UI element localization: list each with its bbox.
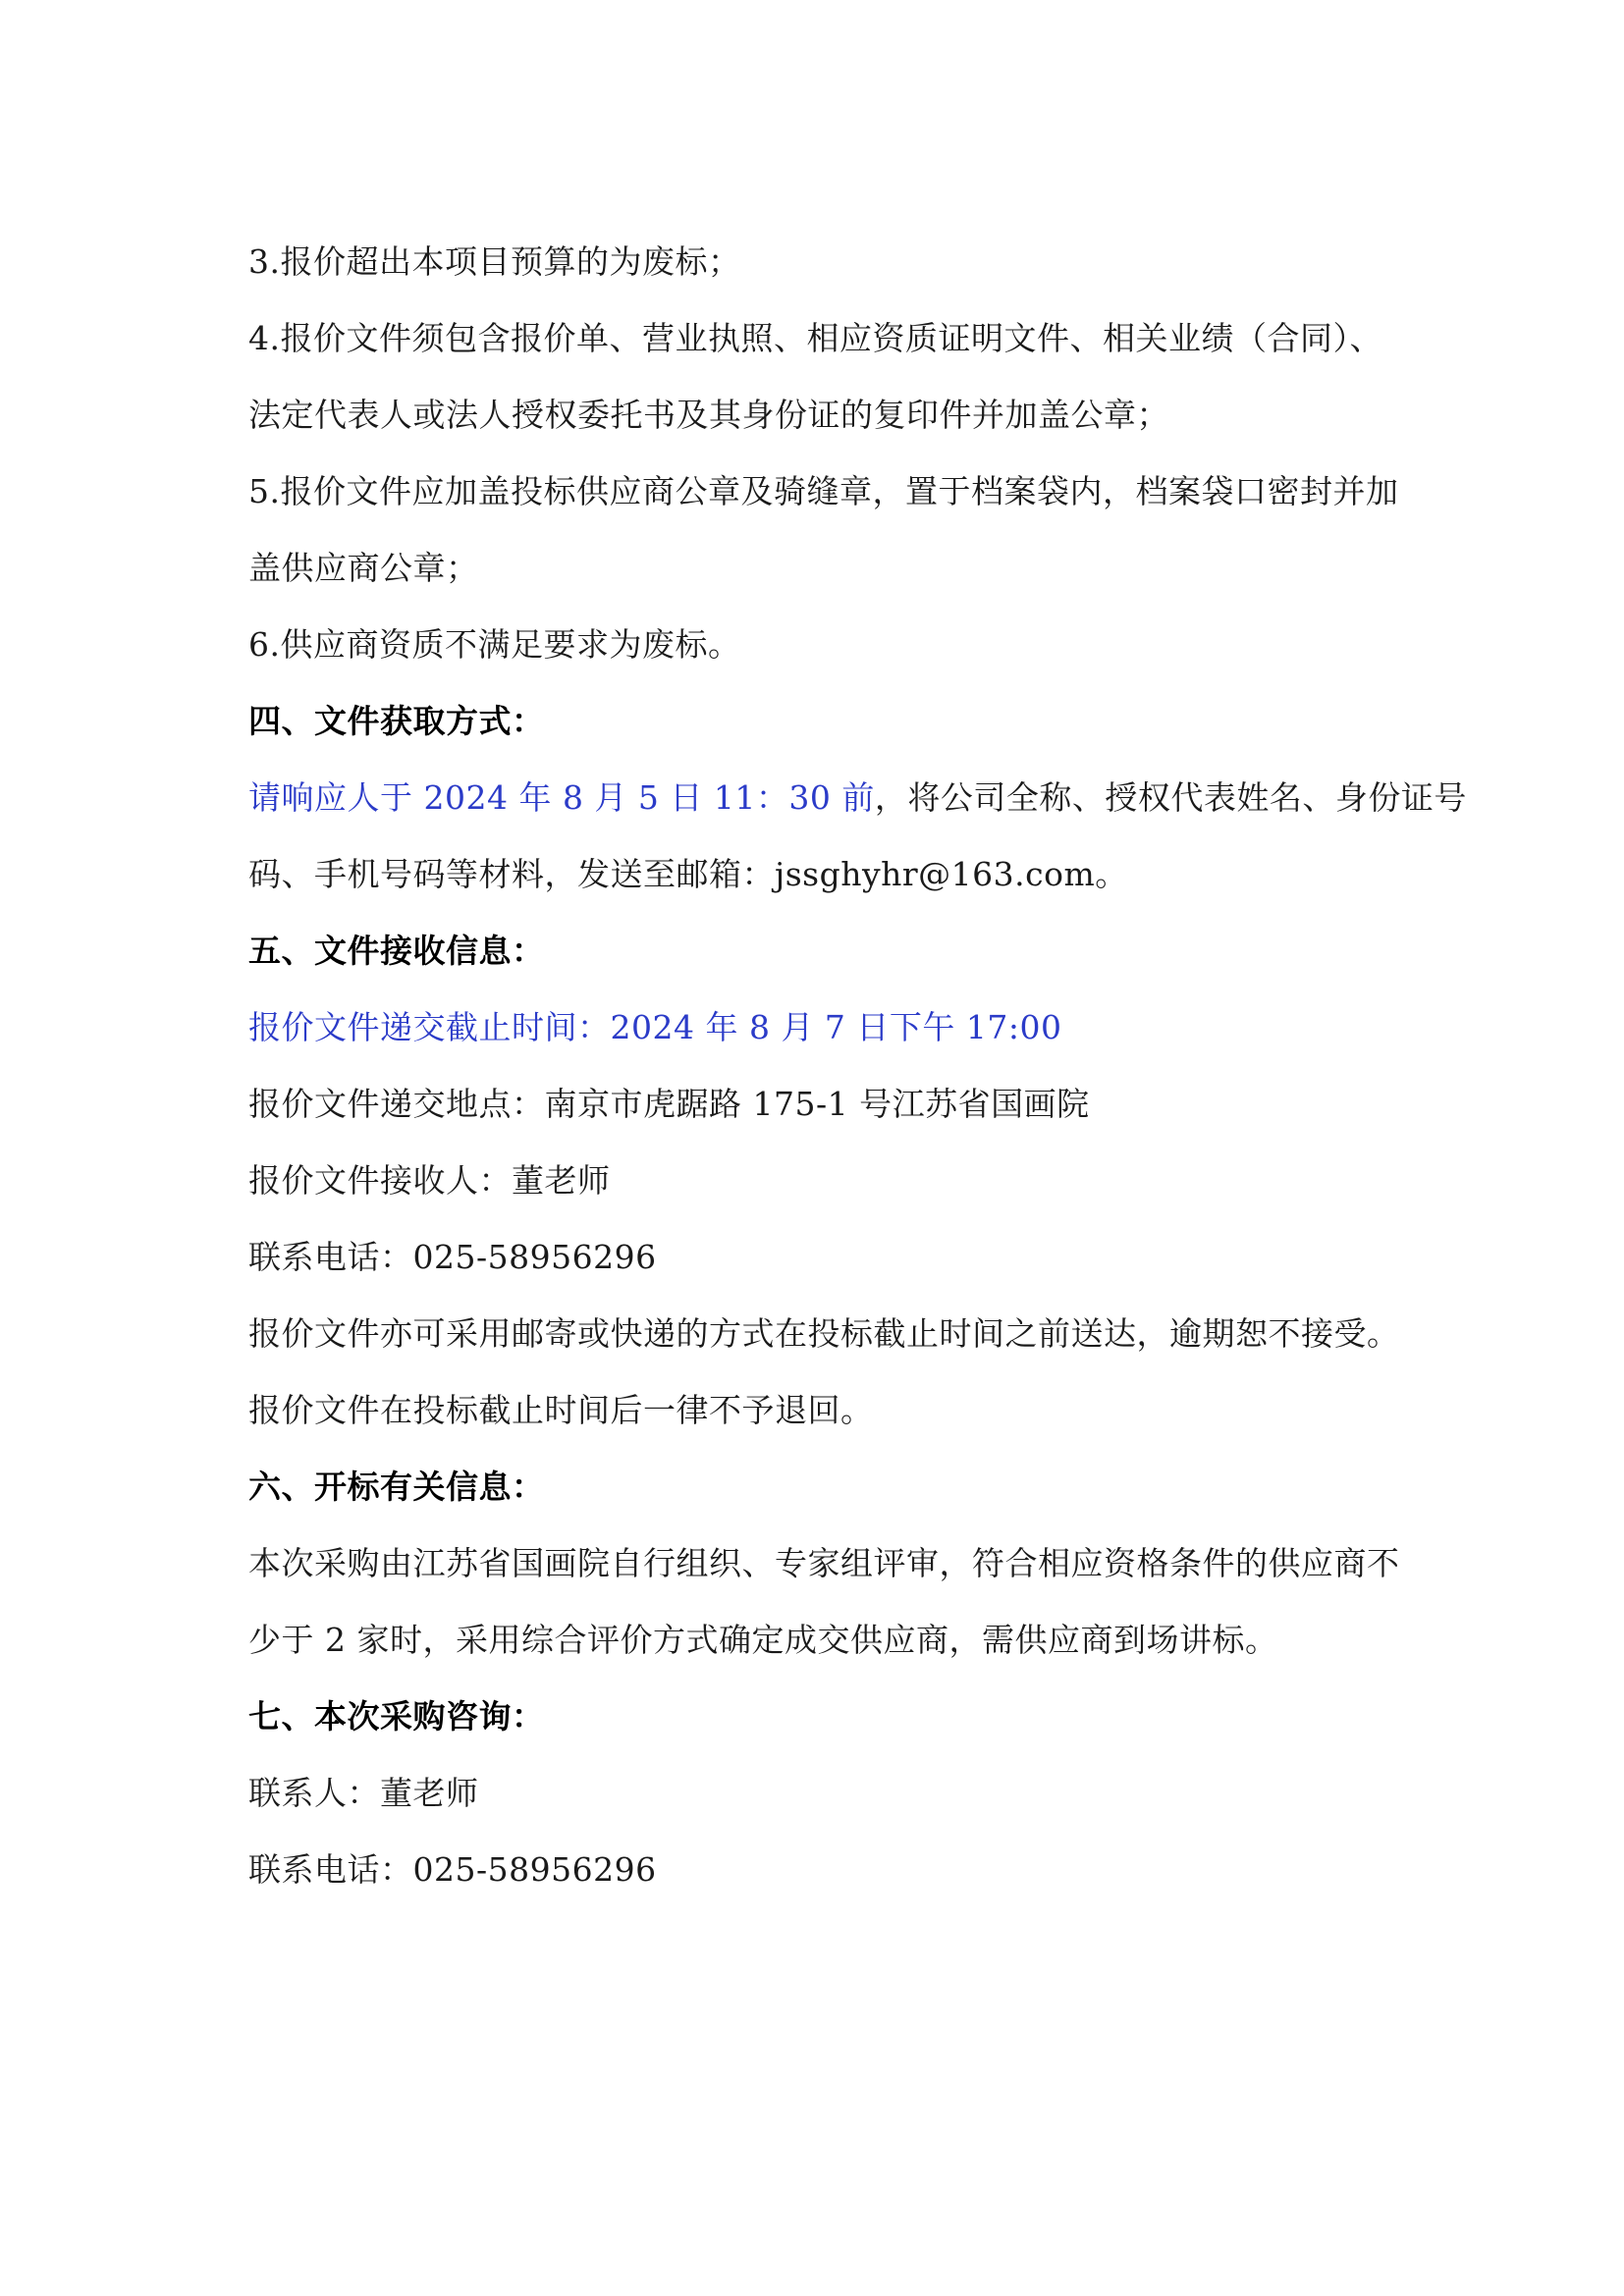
requirement-item-3: 3.报价超出本项目预算的为废标； [248,242,741,281]
bid-opening-line-1: 本次采购由江苏省国画院自行组织、专家组评审，符合相应资格条件的供应商不 [248,1544,1400,1582]
file-acquisition-line-1 [248,760,1467,836]
requirement-item-6: 6.供应商资质不满足要求为废标。 [248,625,741,664]
submission-deadline: 报价文件递交截止时间：2024 年 8 月 7 日下午 17:00 [248,1008,1062,1046]
section-heading-file-receipt: 五、文件接收信息： [248,932,545,970]
consultation-phone: 联系电话：025-58956296 [248,1850,657,1889]
bid-opening-line-2: 少于 2 家时，采用综合评价方式确定成交供应商，需供应商到场讲标。 [248,1621,1278,1659]
requirement-item-4-line-2: 法定代表人或法人授权委托书及其身份证的复印件并加盖公章； [248,396,1169,434]
section-heading-consultation: 七、本次采购咨询： [248,1697,545,1735]
acquisition-instructions: ，将公司全称、授权代表姓名、身份证号 [874,778,1467,817]
section-heading-file-acquisition: 四、文件获取方式： [248,702,545,740]
requirement-item-5-line-1: 5.报价文件应加盖投标供应商公章及骑缝章，置于档案袋内，档案袋口密封并加 [248,472,1399,510]
no-return-note: 报价文件在投标截止时间后一律不予退回。 [248,1391,874,1429]
section-heading-bid-opening: 六、开标有关信息： [248,1468,545,1506]
document-page [248,224,1467,1908]
submission-location: 报价文件递交地点：南京市虎踞路 175-1 号江苏省国画院 [248,1085,1090,1123]
consultation-contact: 联系人：董老师 [248,1774,479,1812]
submission-receiver: 报价文件接收人：董老师 [248,1161,611,1200]
acquisition-deadline-highlight: 请响应人于 2024 年 8 月 5 日 11：30 前 [248,778,875,817]
requirement-item-4-line-1: 4.报价文件须包含报价单、营业执照、相应资质证明文件、相关业绩（合同）、 [248,319,1382,357]
file-acquisition-line-2: 码、手机号码等材料，发送至邮箱：jssghyhr@163.com。 [248,855,1128,893]
mail-delivery-note: 报价文件亦可采用邮寄或快递的方式在投标截止时间之前送达，逾期恕不接受。 [248,1314,1400,1353]
requirement-item-5-line-2: 盖供应商公章； [248,549,479,587]
submission-phone: 联系电话：025-58956296 [248,1238,657,1276]
